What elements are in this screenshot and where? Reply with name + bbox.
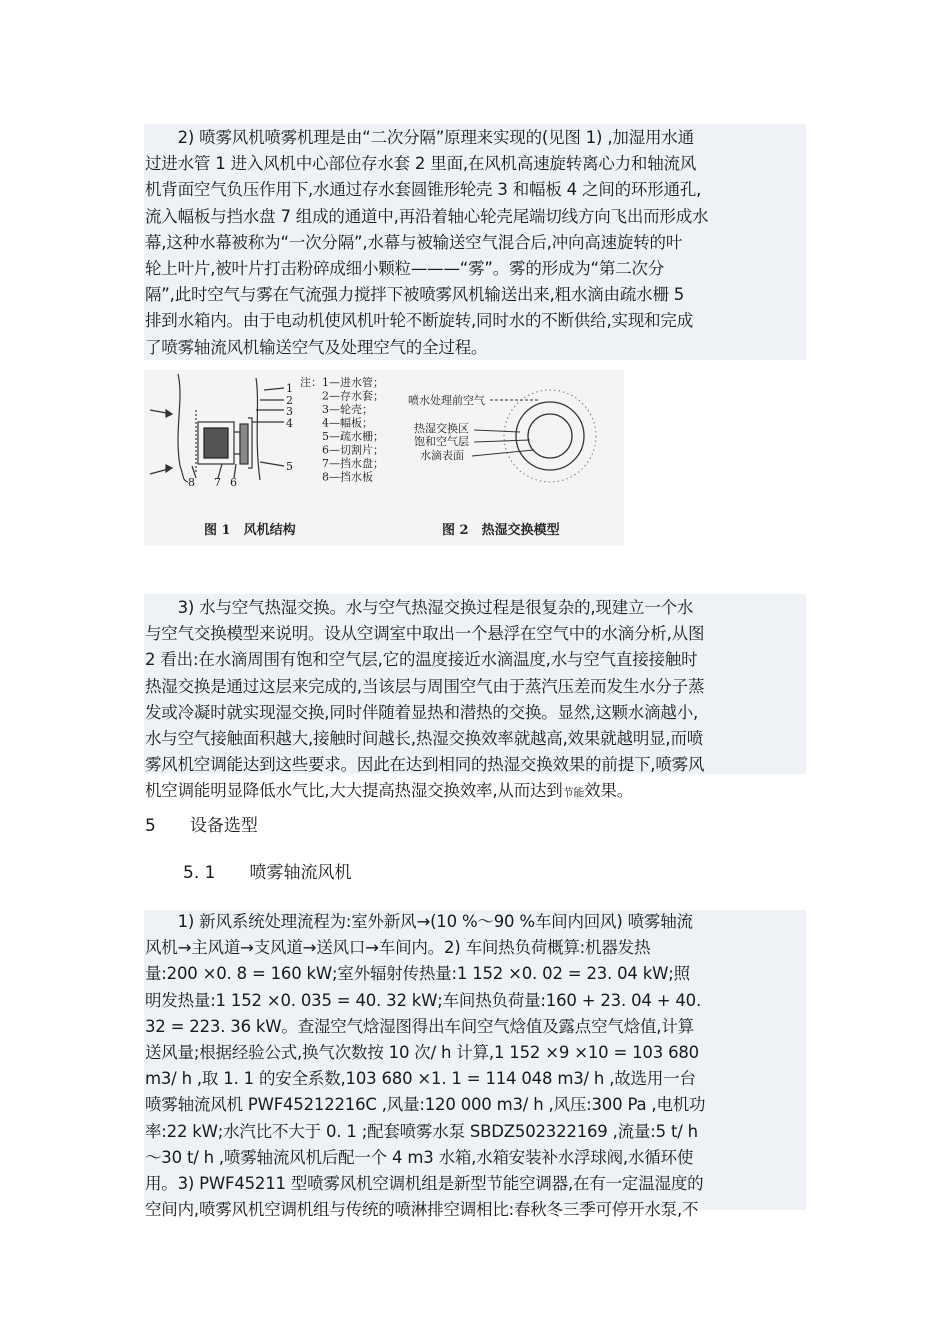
figure-2-caption: 图 2 热湿交换模型 <box>442 523 560 538</box>
text-line: 1) 新风系统处理流程为:室外新风→(10 %～90 %车间内回风) 喷雾轴流 <box>145 912 693 931</box>
label-droplet-surface: 水滴表面 <box>420 449 464 462</box>
text-line: 空间内,喷雾风机空调机组与传统的喷淋排空调相比:春秋冬三季可停开水泵,不 <box>145 1200 699 1220</box>
text-line: 热湿交换是通过这层来完成的,当该层与周围空气由于蒸汽压差而发生水分子蒸 <box>145 676 705 696</box>
text-line <box>145 778 805 806</box>
text-line: 送风量;根据经验公式,换气次数按 10 次/ h 计算,1 152 ×9 ×10 = 103 680 <box>145 1043 699 1063</box>
text-line: m3/ h ,取 1. 1 的安全系数,103 680 ×1. 1 = 114 048 m3/ h ,故选用一台 <box>145 1069 696 1089</box>
text-line: 风机→主风道→支风道→送风口→车间内。2) 车间热负荷概算:机器发热 <box>145 938 651 958</box>
text-line: 明发热量:1 152 ×0. 035 = 40. 32 kW;车间热负荷量:160 + 23. 04 + 40. <box>145 990 702 1010</box>
text-line: 率:22 kW;水汽比不大于 0. 1 ;配套喷雾水泵 SBDZ502322169 ,流量:5 t/ h <box>145 1121 698 1141</box>
fig1-num: 6 <box>230 476 237 489</box>
figure-fan-structure-and-heat-exchange <box>144 370 624 546</box>
text-line: 32 = 223. 36 kW。查湿空气焓湿图得出车间空气焓值及露点空气焓值,计算 <box>145 1016 694 1036</box>
note-item: 4—幅板； <box>322 416 373 430</box>
text-run: 机空调能明显降低水气比,大大提高热湿交换效率,从而达到 <box>145 781 563 801</box>
section-5-heading: 5 设备选型 <box>145 816 258 836</box>
text-line: 幕,这种水幕被称为“一次分隔”,水幕与被输送空气混合后,冲向高速旋转的叶 <box>145 232 683 252</box>
fig1-num: 7 <box>214 476 221 489</box>
text-line: 与空气交换模型来说明。设从空调室中取出一个悬浮在空气中的水滴分析,从图 <box>145 624 705 644</box>
text-line: 2 看出:在水滴周围有饱和空气层,它的温度接近水滴温度,水与空气直接接触时 <box>145 650 698 670</box>
text-line: 隔”,此时空气与雾在气流强力搅拌下被喷雾风机输送出来,粗水滴由疏水栅 5 <box>145 285 685 305</box>
fig1-num: 5 <box>286 460 293 473</box>
note-item: 1—进水管； <box>322 376 384 389</box>
text-line: 了喷雾轴流风机输送空气及处理空气的全过程。 <box>145 337 488 357</box>
note-item: 8—挡水板 <box>322 470 373 484</box>
text-line: 机背面空气负压作用下,水通过存水套圆锥形轮壳 3 和幅板 4 之间的环形通孔, <box>145 180 702 200</box>
label-exchange-zone: 热湿交换区 <box>414 422 469 435</box>
paragraph-spray-mechanism <box>145 125 805 361</box>
text-line: 量:200 ×0. 8 = 160 kW;室外辐射传热量:1 152 ×0. 02 = 23. 04 kW;照 <box>145 964 690 984</box>
note-item: 5—疏水栅； <box>322 430 384 443</box>
text-line: 轮上叶片,被叶片打击粉碎成细小颗粒———“雾”。雾的形成为“第二次分 <box>145 259 665 279</box>
text-line: 发或冷凝时就实现湿交换,同时伴随着显热和潜热的交换。显然,这颗水滴越小, <box>145 702 699 722</box>
text-line: 3) 水与空气热湿交换。水与空气热湿交换过程是很复杂的,现建立一个水 <box>145 598 694 617</box>
fig2-labels <box>408 393 485 462</box>
text-line: ～30 t/ h ,喷雾轴流风机后配一个 4 m3 水箱,水箱安装补水浮球阀,水循环使 <box>145 1147 694 1167</box>
text-line: 用。3) PWF45211 型喷雾风机空调机组是新型节能空调器,在有一定温湿度的 <box>145 1174 704 1194</box>
label-before-air: 喷水处理前空气 <box>408 394 485 407</box>
text-line: 水与空气接触面积越大,接触时间越长,热湿交换效率就越高,效果就越明显,而喷 <box>145 729 704 749</box>
note-item: 2—存水套； <box>322 389 384 403</box>
notes-title: 注： <box>300 376 322 389</box>
label-saturated-layer: 饱和空气层 <box>414 435 469 448</box>
small-text-run: 节能 <box>562 786 585 800</box>
text-line: 过进水管 1 进入风机中心部位存水套 2 里面,在风机高速旋转离心力和轴流风 <box>145 154 697 174</box>
text-run: 效果。 <box>584 781 634 801</box>
note-item: 3—轮壳； <box>322 403 373 416</box>
text-line: 雾风机空调能达到这些要求。因此在达到相同的热湿交换效果的前提下,喷雾风 <box>145 755 705 775</box>
fan-structure-drawing <box>150 374 284 482</box>
fig1-num: 8 <box>188 476 195 489</box>
figure-1-caption: 图 1 风机结构 <box>204 523 296 538</box>
note-item: 6—切割片； <box>322 443 384 457</box>
fig1-num: 2 <box>286 394 293 407</box>
paragraph-heat-exchange <box>145 595 805 807</box>
text-line: 排到水箱内。由于电动机使风机叶轮不断旋转,同时水的不断供给,实现和完成 <box>145 311 693 331</box>
section-5-1-heading: 5. 1 喷雾轴流风机 <box>183 863 352 883</box>
paragraph-fan-selection <box>145 909 805 1223</box>
text-line: 喷雾轴流风机 PWF45212216C ,风量:120 000 m3/ h ,风压:300 Pa ,电机功 <box>145 1095 706 1115</box>
heat-exchange-model-drawing <box>472 390 596 482</box>
text-line: 流入幅板与挡水盘 7 组成的通道中,再沿着轴心轮壳尾端切线方向飞出而形成水 <box>145 206 709 226</box>
note-item: 7—挡水盘； <box>322 457 384 470</box>
text-line: 2) 喷雾风机喷雾机理是由“二次分隔”原理来实现的(见图 1) ,加湿用水通 <box>145 128 694 147</box>
fig1-num: 4 <box>286 417 293 430</box>
fig1-num: 3 <box>286 405 293 418</box>
fig1-notes <box>300 375 384 484</box>
fig1-num: 1 <box>286 382 293 395</box>
